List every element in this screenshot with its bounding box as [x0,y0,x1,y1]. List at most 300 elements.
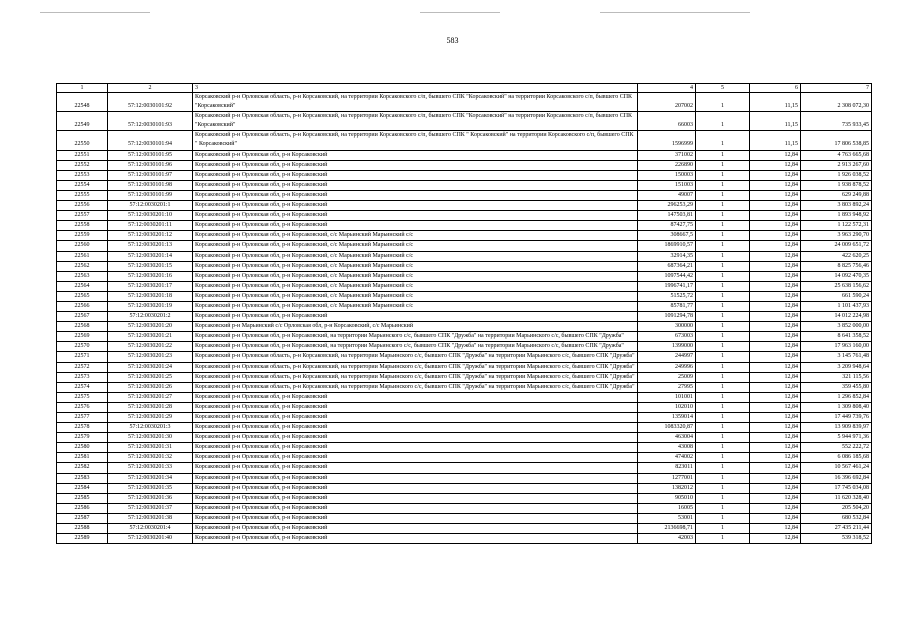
cadastral-number: 57:12:0030201:27 [108,392,193,402]
area-cell: 101001 [638,392,696,402]
coefficient-cell: 1 [696,473,750,483]
table-row [57,221,872,231]
rate-cell: 12,84 [750,190,801,200]
table-body [57,93,872,544]
row-number: 22551 [57,150,108,160]
area-cell: 1359014 [638,413,696,423]
rate-cell: 12,84 [750,251,801,261]
area-cell: 1083320,87 [638,423,696,433]
value-cell: 661 590,24 [801,291,872,301]
value-cell: 8 641 358,52 [801,332,872,342]
cadastral-number: 57:12:0030101:96 [108,160,193,170]
coefficient-cell: 1 [696,433,750,443]
row-number: 22557 [57,211,108,221]
area-cell: 49007 [638,190,696,200]
area-cell: 249996 [638,362,696,372]
rate-cell: 12,84 [750,221,801,231]
row-number: 22583 [57,473,108,483]
address-cell: Корсаковский р-н Орловская обл, р-н Корсаковский [193,150,638,160]
value-cell: 3 852 000,00 [801,322,872,332]
address-cell: Корсаковский р-н Орловская обл, р-н Корсаковский [193,503,638,513]
coefficient-cell: 1 [696,513,750,523]
row-number: 22555 [57,190,108,200]
area-cell: 53001 [638,513,696,523]
coefficient-cell: 1 [696,301,750,311]
value-cell: 27 435 211,44 [801,524,872,534]
row-number: 22565 [57,291,108,301]
address-cell: Корсаковский р-н Орловская обл, р-н Корсаковский [193,402,638,412]
coefficient-cell: 1 [696,93,750,112]
row-number: 22552 [57,160,108,170]
row-number: 22571 [57,352,108,362]
table-row [57,281,872,291]
row-number: 22577 [57,413,108,423]
rate-cell: 12,84 [750,301,801,311]
rate-cell: 12,84 [750,524,801,534]
coefficient-cell: 1 [696,251,750,261]
coefficient-cell: 1 [696,271,750,281]
address-cell: Корсаковский р-н Орловская обл, р-н Корсаковский [193,513,638,523]
value-cell: 17 745 034,08 [801,483,872,493]
cadastral-number: 57:12:0030101:99 [108,190,193,200]
rate-cell: 12,84 [750,473,801,483]
rate-cell: 12,84 [750,231,801,241]
rate-cell: 11,15 [750,93,801,112]
row-number: 22581 [57,453,108,463]
row-number: 22579 [57,433,108,443]
area-cell: 244997 [638,352,696,362]
table-row [57,332,872,342]
cadastral-number: 57:12:0030201:11 [108,221,193,231]
area-cell: 102010 [638,402,696,412]
table-row [57,443,872,453]
address-cell: Корсаковский р-н Орловская обл, р-н Корсаковский [193,413,638,423]
rate-cell: 12,84 [750,342,801,352]
coefficient-cell: 1 [696,392,750,402]
row-number: 22584 [57,483,108,493]
value-cell: 359 455,80 [801,382,872,392]
coefficient-cell: 1 [696,402,750,412]
rate-cell: 12,84 [750,534,801,544]
address-cell: Корсаковский р-н Орловская обл, р-н Корсаковский [193,160,638,170]
column-header: 3 [193,84,638,93]
coefficient-cell: 1 [696,382,750,392]
table-row [57,413,872,423]
rate-cell: 12,84 [750,211,801,221]
table-row [57,131,872,150]
table-row [57,301,872,311]
address-cell: Корсаковский р-н Орловская обл, р-н Корсаковский, на территории Марьинского с/с, бывшего СПК "Дружба" на территории Марьинского с/с, бывшего СПК "Дружба" [193,332,638,342]
rate-cell: 12,84 [750,180,801,190]
coefficient-cell: 1 [696,524,750,534]
column-header: 1 [57,84,108,93]
area-cell: 32914,35 [638,251,696,261]
column-header: 2 [108,84,193,93]
table-row [57,190,872,200]
coefficient-cell: 1 [696,221,750,231]
table-row [57,170,872,180]
address-cell: Корсаковский р-н Орловская обл, р-н Корсаковский [193,473,638,483]
coefficient-cell: 1 [696,150,750,160]
rate-cell: 12,84 [750,493,801,503]
cadastral-number: 57:12:0030201:32 [108,453,193,463]
cadastral-number: 57:12:0030101:97 [108,170,193,180]
area-cell: 151003 [638,180,696,190]
rate-cell: 12,84 [750,513,801,523]
table-row [57,524,872,534]
row-number: 22553 [57,170,108,180]
cadastral-number: 57:12:0030101:92 [108,93,193,112]
value-cell: 552 222,72 [801,443,872,453]
address-cell: Корсаковский р-н Орловская обл, р-н Корсаковский, с/с Марьинский Марьинский с/с [193,281,638,291]
value-cell: 3 963 290,70 [801,231,872,241]
row-number: 22561 [57,251,108,261]
area-cell: 300000 [638,322,696,332]
row-number: 22568 [57,322,108,332]
table-row [57,211,872,221]
coefficient-cell: 1 [696,160,750,170]
row-number: 22575 [57,392,108,402]
rate-cell: 12,84 [750,352,801,362]
area-cell: 51525,72 [638,291,696,301]
value-cell: 1 309 808,40 [801,402,872,412]
value-cell: 629 249,88 [801,190,872,200]
area-cell: 1399000 [638,342,696,352]
value-cell: 14 092 470,35 [801,271,872,281]
value-cell: 6 086 185,68 [801,453,872,463]
value-cell: 1 926 038,52 [801,170,872,180]
cadastral-number: 57:12:0030101:98 [108,180,193,190]
cadastral-number: 57:12:0030201:4 [108,524,193,534]
table-row [57,251,872,261]
address-cell: Корсаковский р-н Орловская обл, р-н Корсаковский [193,423,638,433]
cadastral-number: 57:12:0030201:14 [108,251,193,261]
cadastral-number: 57:12:0030101:93 [108,112,193,131]
table-row [57,291,872,301]
cadastral-number: 57:12:0030201:29 [108,413,193,423]
cadastral-number: 57:12:0030201:18 [108,291,193,301]
row-number: 22588 [57,524,108,534]
rate-cell: 12,84 [750,453,801,463]
coefficient-cell: 1 [696,291,750,301]
table-row [57,423,872,433]
table-row [57,453,872,463]
coefficient-cell: 1 [696,453,750,463]
row-number: 22567 [57,312,108,322]
value-cell: 422 620,25 [801,251,872,261]
row-number: 22554 [57,180,108,190]
row-number: 22556 [57,201,108,211]
table-row [57,241,872,251]
coefficient-cell: 1 [696,180,750,190]
address-cell: Корсаковский р-н Орловская обл, р-н Корсаковский, с/с Марьинский Марьинский с/с [193,271,638,281]
table-row [57,382,872,392]
coefficient-cell: 1 [696,352,750,362]
rate-cell: 12,84 [750,402,801,412]
coefficient-cell: 1 [696,322,750,332]
row-number: 22587 [57,513,108,523]
area-cell: 905010 [638,493,696,503]
area-cell: 87427,75 [638,221,696,231]
table-row [57,513,872,523]
area-cell: 1596999 [638,131,696,150]
rate-cell: 12,84 [750,423,801,433]
coefficient-cell: 1 [696,170,750,180]
cadastral-number: 57:12:0030201:16 [108,271,193,281]
coefficient-cell: 1 [696,332,750,342]
coefficient-cell: 1 [696,342,750,352]
coefficient-cell: 1 [696,443,750,453]
cadastral-number: 57:12:0030201:13 [108,241,193,251]
area-cell: 308667,5 [638,231,696,241]
address-cell: Корсаковский р-н Орловская обл, р-н Корсаковский, на территории Марьинского с/с, бывшего СПК "Дружба" на территории Марьинского с/с, бывшего СПК "Дружба" [193,342,638,352]
value-cell: 3 145 761,48 [801,352,872,362]
table-row [57,261,872,271]
cadastral-number: 57:12:0030201:10 [108,211,193,221]
coefficient-cell: 1 [696,211,750,221]
cadastral-number: 57:12:0030201:31 [108,443,193,453]
table-row [57,402,872,412]
row-number: 22572 [57,362,108,372]
row-number: 22569 [57,332,108,342]
table-row [57,271,872,281]
value-cell: 4 763 665,68 [801,150,872,160]
table-row [57,93,872,112]
cadastral-number: 57:12:0030201:26 [108,382,193,392]
address-cell: Корсаковский р-н Орловская область, р-н Корсаковский, на территории Марьинского с/с, бывшего СПК "Дружба" на территории Марьинского с/с, бывшего СПК "Дружба" [193,372,638,382]
rate-cell: 12,84 [750,271,801,281]
area-cell: 66003 [638,112,696,131]
address-cell: Корсаковский р-н Орловская область, р-н Корсаковский, на территории Марьинского с/с, бывшего СПК "Дружба" на территории Марьинского с/с, бывшего СПК "Дружба" [193,362,638,372]
address-cell: Корсаковский р-н Орловская обл, р-н Корсаковский [193,453,638,463]
scan-artifact [420,12,500,13]
coefficient-cell: 1 [696,281,750,291]
rate-cell: 12,84 [750,261,801,271]
table-row [57,534,872,544]
address-cell: Корсаковский р-н Орловская обл, р-н Корсаковский [193,534,638,544]
address-cell: Корсаковский р-н Орловская обл, р-н Корсаковский [193,433,638,443]
value-cell: 1 938 878,52 [801,180,872,190]
address-cell: Корсаковский р-н Орловская обл, р-н Корсаковский, с/с Марьинский Марьинский с/с [193,291,638,301]
coefficient-cell: 1 [696,534,750,544]
value-cell: 1 296 852,84 [801,392,872,402]
address-cell: Корсаковский р-н Орловская область, р-н Корсаковский, на территории Марьинского с/с, бывшего СПК "Дружба" на территории Марьинского с/с, бывшего СПК "Дружба" [193,382,638,392]
cadastral-number: 57:12:0030201:35 [108,483,193,493]
table-row [57,160,872,170]
rate-cell: 12,84 [750,483,801,493]
row-number: 22586 [57,503,108,513]
cadastral-number: 57:12:0030201:38 [108,513,193,523]
rate-cell: 12,84 [750,372,801,382]
area-cell: 2136698,71 [638,524,696,534]
area-cell: 85781,77 [638,301,696,311]
table-row [57,312,872,322]
area-cell: 147503,81 [638,211,696,221]
value-cell: 2 308 072,30 [801,93,872,112]
scan-artifact [40,12,150,13]
value-cell: 3 209 948,64 [801,362,872,372]
cadastral-number: 57:12:0030201:12 [108,231,193,241]
value-cell: 13 909 839,97 [801,423,872,433]
rate-cell: 12,84 [750,241,801,251]
value-cell: 25 638 156,62 [801,281,872,291]
registry-table [56,83,872,544]
coefficient-cell: 1 [696,190,750,200]
value-cell: 321 115,56 [801,372,872,382]
value-cell: 539 318,52 [801,534,872,544]
cadastral-number: 57:12:0030201:23 [108,352,193,362]
address-cell: Корсаковский р-н Орловская область, р-н Корсаковский, на территории Марьинского с/с, бывшего СПК "Дружба" на территории Марьинского с/с, бывшего СПК "Дружба" [193,352,638,362]
row-number: 22585 [57,493,108,503]
row-number: 22573 [57,372,108,382]
value-cell: 8 825 756,46 [801,261,872,271]
address-cell: Корсаковский р-н Орловская обл, р-н Корсаковский [193,190,638,200]
coefficient-cell: 1 [696,131,750,150]
address-cell: Корсаковский р-н Марьинский с/с Орловская обл, р-н Корсаковский, с/с Марьинский [193,322,638,332]
row-number: 22580 [57,443,108,453]
area-cell: 1277001 [638,473,696,483]
table-row [57,112,872,131]
address-cell: Корсаковский р-н Орловская обл, р-н Корсаковский [193,392,638,402]
address-cell: Корсаковский р-н Орловская обл, р-н Корсаковский, с/с Марьинский Марьинский с/с [193,231,638,241]
rate-cell: 12,84 [750,382,801,392]
row-number: 22563 [57,271,108,281]
area-cell: 150003 [638,170,696,180]
area-cell: 687364,21 [638,261,696,271]
address-cell: Корсаковский р-н Орловская область, р-н Корсаковский, на территории Корсаковского с/п, бывшего СПК "Корсаковский" на территории Корсаковского с/п, бывшего СПК "Корсаковский" [193,112,638,131]
value-cell: 1 893 948,92 [801,211,872,221]
rate-cell: 12,84 [750,281,801,291]
cadastral-number: 57:12:0030201:37 [108,503,193,513]
value-cell: 10 567 461,24 [801,463,872,473]
cadastral-number: 57:12:0030101:95 [108,150,193,160]
cadastral-number: 57:12:0030201:20 [108,322,193,332]
area-cell: 43008 [638,443,696,453]
address-cell: Корсаковский р-н Орловская обл, р-н Корсаковский [193,483,638,493]
row-number: 22574 [57,382,108,392]
value-cell: 16 396 692,84 [801,473,872,483]
row-number: 22589 [57,534,108,544]
coefficient-cell: 1 [696,112,750,131]
coefficient-cell: 1 [696,463,750,473]
column-header: 4 [638,84,696,93]
rate-cell: 12,84 [750,291,801,301]
area-cell: 1996741,17 [638,281,696,291]
coefficient-cell: 1 [696,493,750,503]
address-cell: Корсаковский р-н Орловская обл, р-н Корсаковский, с/с Марьинский Марьинский с/с [193,241,638,251]
area-cell: 673003 [638,332,696,342]
row-number: 22550 [57,131,108,150]
address-cell: Корсаковский р-н Орловская обл, р-н Корсаковский [193,524,638,534]
table-row [57,493,872,503]
table-row [57,352,872,362]
address-cell: Корсаковский р-н Орловская обл, р-н Корсаковский [193,180,638,190]
coefficient-cell: 1 [696,241,750,251]
row-number: 22578 [57,423,108,433]
area-cell: 463004 [638,433,696,443]
rate-cell: 12,84 [750,170,801,180]
cadastral-number: 57:12:0030201:33 [108,463,193,473]
value-cell: 735 933,45 [801,112,872,131]
cadastral-number: 57:12:0030201:34 [108,473,193,483]
rate-cell: 12,84 [750,463,801,473]
address-cell: Корсаковский р-н Орловская обл, р-н Корсаковский [193,312,638,322]
table-row [57,150,872,160]
area-cell: 25009 [638,372,696,382]
value-cell: 11 620 328,40 [801,493,872,503]
value-cell: 1 101 437,93 [801,301,872,311]
table-row [57,433,872,443]
area-cell: 371002 [638,150,696,160]
cadastral-number: 57:12:0030201:2 [108,312,193,322]
coefficient-cell: 1 [696,312,750,322]
header-row [57,84,872,93]
row-number: 22576 [57,402,108,412]
cadastral-number: 57:12:0030201:22 [108,342,193,352]
value-cell: 3 803 892,24 [801,201,872,211]
row-number: 22558 [57,221,108,231]
address-cell: Корсаковский р-н Орловская обл, р-н Корсаковский, с/с Марьинский Марьинский с/с [193,261,638,271]
area-cell: 207002 [638,93,696,112]
row-number: 22548 [57,93,108,112]
coefficient-cell: 1 [696,201,750,211]
address-cell: Корсаковский р-н Орловская обл, р-н Корсаковский [193,170,638,180]
address-cell: Корсаковский р-н Орловская обл, р-н Корсаковский [193,493,638,503]
area-cell: 42003 [638,534,696,544]
coefficient-cell: 1 [696,423,750,433]
rate-cell: 12,84 [750,150,801,160]
table-row [57,392,872,402]
table-row [57,372,872,382]
table-row [57,180,872,190]
value-cell: 14 012 224,98 [801,312,872,322]
rate-cell: 12,84 [750,413,801,423]
rate-cell: 12,84 [750,503,801,513]
coefficient-cell: 1 [696,483,750,493]
value-cell: 24 009 651,72 [801,241,872,251]
address-cell: Корсаковский р-н Орловская обл, р-н Корсаковский [193,463,638,473]
rate-cell: 12,84 [750,362,801,372]
rate-cell: 11,15 [750,131,801,150]
row-number: 22564 [57,281,108,291]
area-cell: 1869910,57 [638,241,696,251]
value-cell: 17 963 160,00 [801,342,872,352]
table-row [57,201,872,211]
value-cell: 2 913 267,60 [801,160,872,170]
address-cell: Корсаковский р-н Орловская обл, р-н Корсаковский [193,211,638,221]
area-cell: 296253,29 [638,201,696,211]
value-cell: 17 449 739,76 [801,413,872,423]
rate-cell: 11,15 [750,112,801,131]
row-number: 22549 [57,112,108,131]
area-cell: 823011 [638,463,696,473]
cadastral-number: 57:12:0030201:19 [108,301,193,311]
address-cell: Корсаковский р-н Орловская обл, р-н Корсаковский [193,443,638,453]
address-cell: Корсаковский р-н Орловская обл, р-н Корсаковский, с/с Марьинский Марьинский с/с [193,301,638,311]
cadastral-number: 57:12:0030101:94 [108,131,193,150]
address-cell: Корсаковский р-н Орловская обл, р-н Корсаковский [193,221,638,231]
cadastral-number: 57:12:0030201:3 [108,423,193,433]
coefficient-cell: 1 [696,503,750,513]
cadastral-number: 57:12:0030201:25 [108,372,193,382]
table-row [57,473,872,483]
table-row [57,463,872,473]
row-number: 22582 [57,463,108,473]
table-row [57,231,872,241]
row-number: 22566 [57,301,108,311]
coefficient-cell: 1 [696,413,750,423]
area-cell: 1382012 [638,483,696,493]
